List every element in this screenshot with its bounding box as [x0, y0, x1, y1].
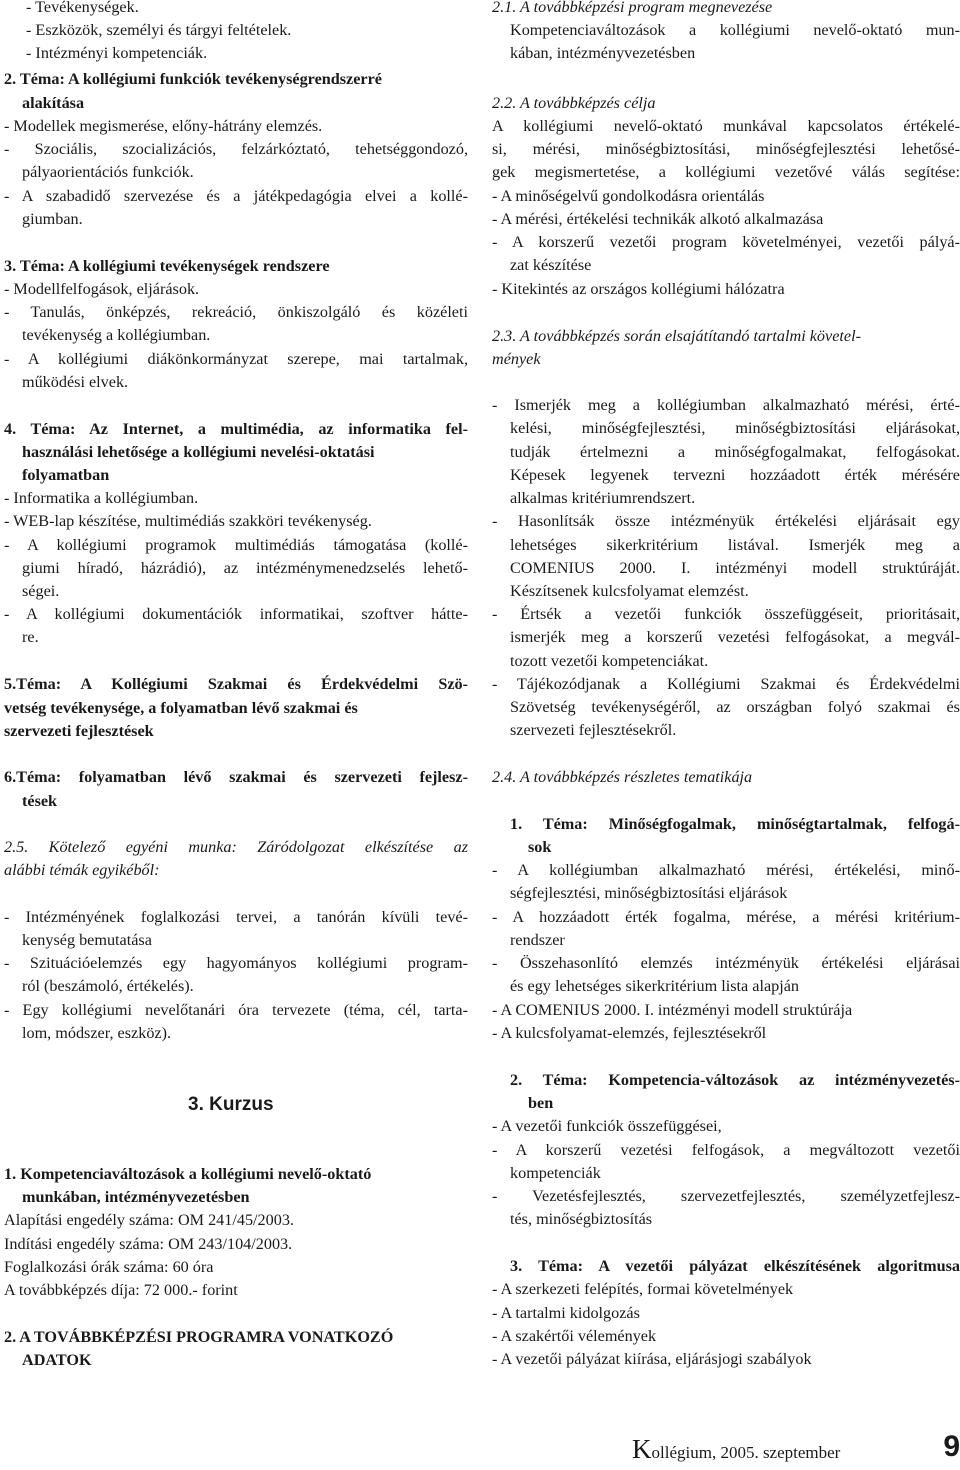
text-line: alkalmas kritériumrendszert. — [510, 489, 696, 507]
text-line: - A kollégiumi dokumentációk informatikai, szoftver hátte- — [4, 605, 468, 623]
text-line: - A korszerű vezetői program követelményei, vezetői pályá- — [492, 233, 960, 251]
text-line: re. — [22, 628, 39, 646]
page-footer — [632, 1432, 960, 1466]
text-line: 2.3. A továbbképzés során elsajátítandó tartalmi követel- — [492, 327, 861, 345]
text-line: - Modellek megismerése, előny-hátrány elemzés. — [4, 117, 323, 135]
text-line: - Vezetésfejlesztés, szervezetfejlesztés, személyzetfejlesz- — [492, 1187, 960, 1205]
footer-text: ollégium, 2005. szeptember — [651, 1443, 841, 1462]
text-line: 2.4. A továbbképzés részletes tematikája — [492, 768, 753, 786]
text-line: - A kollégiumi programok multimédiás támogatása (kollé- — [4, 536, 468, 554]
text-line: - A COMENIUS 2000. I. intézményi modell struktúrája — [492, 1001, 853, 1019]
text-line: A kollégiumi nevelő-oktató munkával kapcsolatos értékelé- — [492, 117, 960, 135]
text-line: - Tanulás, önképzés, rekreáció, önkiszolgáló és közéleti — [4, 303, 468, 321]
text-line: alábbi témák egyikéből: — [4, 861, 160, 879]
heading-line: 5.Téma: A Kollégiumi Szakmai és Érdekvédelmi Szö- — [4, 675, 468, 693]
text-line: - Kitekintés az országos kollégiumi hálózatra — [492, 280, 785, 298]
text-line: - Intézményének foglalkozási tervei, a tanórán kívüli tevé- — [4, 908, 468, 926]
text-line: - A kulcsfolyamat-elemzés, fejlesztésekről — [492, 1024, 767, 1042]
heading-line: 4. Téma: Az Internet, a multimédia, az informatika fel- — [4, 420, 468, 438]
text-line: rendszer — [510, 931, 565, 949]
heading-line: 3. Kurzus — [188, 1094, 274, 1115]
heading-line: 6.Téma: folyamatban lévő szakmai és szervezeti fejlesz- — [4, 768, 468, 786]
text-line: Szövetség tevékenységéről, az országban folyó szakmai és — [510, 698, 960, 716]
text-line: 2.1. A továbbképzési program megnevezése — [492, 0, 773, 16]
heading-line: 2. A TOVÁBBKÉPZÉSI PROGRAMRA VONATKOZÓ — [4, 1328, 394, 1346]
heading-line: alakítása — [22, 94, 85, 112]
text-line: - A mérési, értékelési technikák alkotó alkalmazása — [492, 210, 824, 228]
text-line: si, mérési, minőségbiztosítási, minőségfejlesztési lehetősé- — [492, 140, 960, 158]
text-line: - A szabadidő szervezése és a játékpedagógia elvei a kollé- — [4, 187, 468, 205]
text-line: Készítsenek kulcsfolyamat elemzést. — [510, 582, 749, 600]
text-line: kompetenciák — [510, 1164, 601, 1182]
heading-line: munkában, intézményvezetésben — [22, 1188, 250, 1206]
page-number: 9 — [943, 1430, 960, 1463]
heading-line: 2. Téma: Kompetencia-változások az intézményvezetés- — [510, 1071, 960, 1089]
text-line: lom, módszer, eszköz). — [22, 1024, 172, 1042]
text-line: - A szakértői vélemények — [492, 1327, 657, 1345]
footer-publication — [632, 1434, 841, 1464]
text-line: - Ismerjék meg a kollégiumban alkalmazható mérési, érté- — [492, 396, 960, 414]
text-line: - Összehasonlító elemzés intézményük értékelési eljárásai — [492, 954, 960, 972]
text-line: Képesek legyenek tervezni hozzáadott érték mérésére — [510, 466, 960, 484]
text-line: - Eszközök, személyi és tárgyi feltételek. — [26, 21, 292, 39]
text-line: - Intézményi kompetenciák. — [26, 44, 208, 62]
text-line: lehetséges sikerkritérium listával. Ismerjék meg a — [510, 536, 960, 554]
text-line: kelési, minőségfejlesztési, minőségbiztosítási eljárásokat, — [510, 419, 960, 437]
text-line: - A minőségelvű gondolkodásra orientálás — [492, 187, 765, 205]
text-line: Foglalkozási órák száma: 60 óra — [4, 1258, 214, 1276]
text-line: 2.5. Kötelező egyéni munka: Záródolgozat elkészítése az — [4, 838, 468, 856]
heading-line: ben — [528, 1094, 554, 1112]
text-line: - Egy kollégiumi nevelőtanári óra tervezete (téma, cél, tarta- — [4, 1001, 468, 1019]
text-line: - A korszerű vezetési felfogások, a megváltozott vezetői — [492, 1141, 960, 1159]
text-line: - Tevékenységek. — [26, 0, 139, 16]
footer-initial: K — [632, 1434, 652, 1464]
heading-line: folyamatban — [22, 466, 110, 484]
text-line: giumi híradó, házrádió), az intézménymenedzselés lehető- — [22, 559, 468, 577]
text-line: Alapítási engedély száma: OM 241/45/2003. — [4, 1211, 294, 1229]
heading-line: 1. Kompetenciaváltozások a kollégiumi nevelő-oktató — [4, 1165, 372, 1183]
text-line: ról (beszámoló, értékelés). — [22, 977, 194, 995]
text-line: kában, intézményvezetésben — [510, 44, 696, 62]
text-line: gek megismertetése, a kollégiumi vezetővé válás segítése: — [492, 163, 960, 181]
text-line: kenység bemutatása — [22, 931, 152, 949]
heading-line: szervezeti fejlesztések — [4, 722, 154, 740]
text-line: tudják értelmezni a minőségfogalmakat, felfogásokat. — [510, 443, 960, 461]
text-line: - A vezetői pályázat kiírása, eljárásjogi szabályok — [492, 1350, 812, 1368]
text-line: ségfejlesztési, minőségbiztosítási eljárások — [510, 884, 788, 902]
text-line: - Értsék a vezetői funkciók összefüggéseit, prioritásait, — [492, 605, 960, 623]
heading-line: használási lehetősége a kollégiumi nevelési-oktatási — [22, 443, 375, 461]
heading-line: sok — [528, 838, 552, 856]
text-line: - Hasonlítsák össze intézményük értékelési eljárásait egy — [492, 512, 960, 530]
text-line: - Szociális, szocializációs, felzárkóztató, tehetséggondozó, — [4, 140, 468, 158]
heading-line: tések — [22, 792, 58, 810]
text-line: tés, minőségbiztosítás — [510, 1210, 653, 1228]
heading-line: vetség tevékenysége, a folyamatban lévő szakmai és — [4, 699, 358, 717]
text-line: 2.2. A továbbképzés célja — [492, 94, 656, 112]
text-line: tozott vezetői kompetenciákat. — [510, 652, 709, 670]
text-line: A továbbképzés díja: 72 000.- forint — [4, 1281, 238, 1299]
text-line: - WEB-lap készítése, multimédiás szakköri tevékenység. — [4, 512, 372, 530]
heading-line: 3. Téma: A kollégiumi tevékenységek rendszere — [4, 257, 330, 275]
text-line: szervezeti fejlesztésekről. — [510, 721, 677, 739]
text-line: - A vezetői funkciók összefüggései, — [492, 1117, 722, 1135]
text-line: - A hozzáadott érték fogalma, mérése, a mérési kritérium- — [492, 908, 960, 926]
text-line: COMENIUS 2000. I. intézményi modell struktúráját. — [510, 559, 960, 577]
heading-line: 3. Téma: A vezetői pályázat elkészítésének algoritmusa — [510, 1257, 960, 1275]
text-line: - Tájékozódjanak a Kollégiumi Szakmai és Érdekvédelmi — [492, 675, 960, 693]
text-line: pályaorientációs funkciók. — [22, 163, 194, 181]
text-line: - A kollégiumban alkalmazható mérési, értékelési, minő- — [492, 861, 960, 879]
text-line: - Szituációelemzés egy hagyományos kollégiumi program- — [4, 954, 468, 972]
text-line: - Modellfelfogások, eljárások. — [4, 280, 200, 298]
text-line: - A kollégiumi diákönkormányzat szerepe, mai tartalmak, — [4, 350, 468, 368]
text-line: tevékenység a kollégiumban. — [22, 326, 211, 344]
text-line: ismerjék meg a korszerű vezetési felfogásokat, a megvál- — [510, 628, 960, 646]
text-line: Kompetenciaváltozások a kollégiumi nevelő-oktató mun- — [510, 21, 960, 39]
text-line: giumban. — [22, 210, 83, 228]
text-line: - A tartalmi kidolgozás — [492, 1304, 640, 1322]
text-line: - A szerkezeti felépítés, formai követelmények — [492, 1280, 794, 1298]
text-line: mények — [492, 350, 541, 368]
text-line: - Informatika a kollégiumban. — [4, 489, 199, 507]
text-line: ségei. — [22, 582, 60, 600]
heading-line: ADATOK — [22, 1351, 92, 1369]
text-line: és egy lehetséges sikerkritérium lista alapján — [510, 977, 800, 995]
heading-line: 1. Téma: Minőségfogalmak, minőségtartalmak, felfogá- — [510, 815, 960, 833]
heading-line: 2. Téma: A kollégiumi funkciók tevékenységrendszerré — [4, 70, 382, 88]
text-line: Indítási engedély száma: OM 243/104/2003. — [4, 1235, 293, 1253]
text-line: zat készítése — [510, 256, 592, 274]
text-line: működési elvek. — [22, 373, 129, 391]
